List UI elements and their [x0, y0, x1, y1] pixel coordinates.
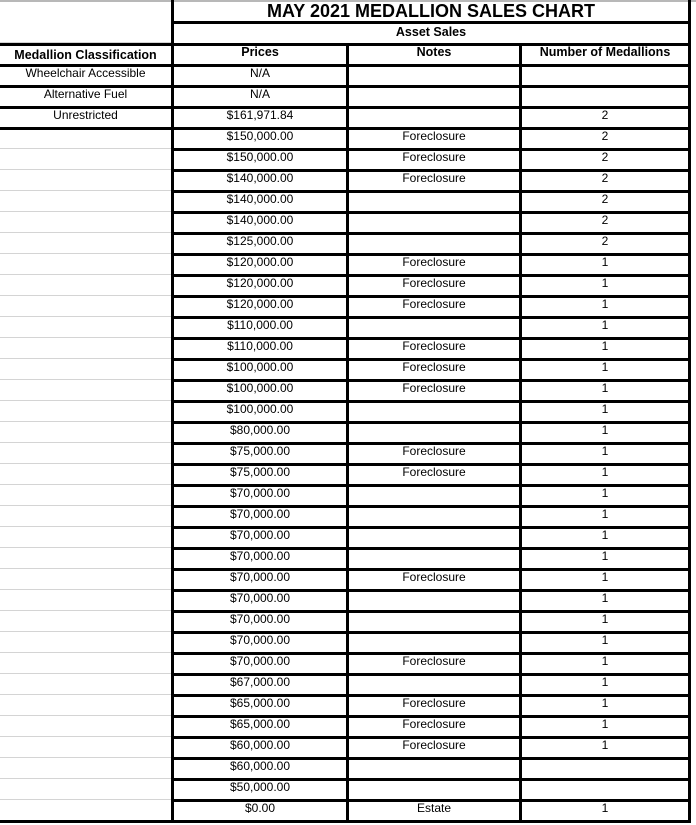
count-cell: 1	[519, 652, 691, 676]
table-row	[0, 589, 696, 610]
subtitle-row	[0, 21, 696, 42]
classification-cell	[0, 463, 171, 485]
classification-cell	[0, 169, 171, 191]
notes-cell: Foreclosure	[346, 358, 519, 382]
price-cell: $110,000.00	[171, 337, 346, 361]
price-cell: $100,000.00	[171, 358, 346, 382]
notes-cell: Foreclosure	[346, 169, 519, 193]
table-row	[0, 757, 696, 778]
count-cell: 1	[519, 694, 691, 718]
count-cell: 1	[519, 358, 691, 382]
classification-cell	[0, 400, 171, 422]
table-row	[0, 736, 696, 757]
price-cell: $67,000.00	[171, 673, 346, 697]
count-cell: 2	[519, 190, 691, 214]
price-cell: $60,000.00	[171, 736, 346, 760]
price-cell: $100,000.00	[171, 400, 346, 424]
classification-cell	[0, 190, 171, 212]
page-title: MAY 2021 MEDALLION SALES CHART	[171, 0, 691, 24]
count-cell: 1	[519, 799, 691, 823]
classification-cell	[0, 631, 171, 653]
table-row	[0, 295, 696, 316]
classification-cell	[0, 610, 171, 632]
table-row	[0, 64, 696, 85]
table-row	[0, 673, 696, 694]
price-cell: $161,971.84	[171, 106, 346, 130]
price-cell: $65,000.00	[171, 715, 346, 739]
count-cell: 1	[519, 316, 691, 340]
count-cell: 1	[519, 253, 691, 277]
count-cell: 2	[519, 211, 691, 235]
header-row	[0, 43, 696, 64]
classification-cell	[0, 694, 171, 716]
classification-cell	[0, 652, 171, 674]
title-row	[0, 0, 696, 21]
price-cell: $0.00	[171, 799, 346, 823]
classification-cell	[0, 589, 171, 611]
notes-cell: Foreclosure	[346, 379, 519, 403]
count-cell: 1	[519, 610, 691, 634]
count-cell: 1	[519, 400, 691, 424]
notes-cell: Foreclosure	[346, 715, 519, 739]
count-cell: 1	[519, 442, 691, 466]
table-row	[0, 190, 696, 211]
table-row	[0, 211, 696, 232]
price-cell: $60,000.00	[171, 757, 346, 781]
classification-cell	[0, 568, 171, 590]
price-cell: $50,000.00	[171, 778, 346, 802]
price-cell: $150,000.00	[171, 127, 346, 151]
classification-cell	[0, 715, 171, 737]
table-row	[0, 442, 696, 463]
price-cell: $70,000.00	[171, 589, 346, 613]
table-row	[0, 358, 696, 379]
classification-cell	[0, 337, 171, 359]
table-row	[0, 232, 696, 253]
table-row	[0, 484, 696, 505]
table-row	[0, 85, 696, 106]
table-row	[0, 715, 696, 736]
classification-cell	[0, 127, 171, 149]
classification-cell	[0, 799, 171, 823]
header-notes: Notes	[346, 43, 519, 67]
price-cell: $70,000.00	[171, 547, 346, 571]
price-cell: $75,000.00	[171, 463, 346, 487]
header-prices: Prices	[171, 43, 346, 67]
classification-cell: Unrestricted	[0, 106, 171, 130]
count-cell: 1	[519, 337, 691, 361]
price-cell: N/A	[171, 64, 346, 88]
price-cell: $125,000.00	[171, 232, 346, 256]
count-cell: 1	[519, 484, 691, 508]
classification-cell	[0, 526, 171, 548]
classification-cell: Wheelchair Accessible	[0, 64, 171, 88]
table-row	[0, 379, 696, 400]
classification-cell	[0, 232, 171, 254]
count-cell: 2	[519, 148, 691, 172]
count-cell: 1	[519, 379, 691, 403]
classification-cell	[0, 736, 171, 758]
count-cell: 1	[519, 505, 691, 529]
classification-cell	[0, 421, 171, 443]
classification-cell	[0, 358, 171, 380]
notes-cell: Foreclosure	[346, 463, 519, 487]
notes-cell: Foreclosure	[346, 295, 519, 319]
price-cell: $100,000.00	[171, 379, 346, 403]
table-row	[0, 337, 696, 358]
table-row	[0, 547, 696, 568]
count-cell: 2	[519, 106, 691, 130]
price-cell: $70,000.00	[171, 526, 346, 550]
count-cell: 1	[519, 421, 691, 445]
classification-cell	[0, 148, 171, 170]
table-row	[0, 526, 696, 547]
header-number-of-medallions: Number of Medallions	[519, 43, 691, 67]
classification-cell	[0, 484, 171, 506]
count-cell: 1	[519, 295, 691, 319]
table-row	[0, 274, 696, 295]
price-cell: $75,000.00	[171, 442, 346, 466]
table-row	[0, 169, 696, 190]
table-row	[0, 610, 696, 631]
table-row	[0, 421, 696, 442]
classification-cell	[0, 442, 171, 464]
header-classification: Medallion Classification	[0, 43, 171, 67]
classification-cell	[0, 778, 171, 800]
table-row	[0, 778, 696, 799]
notes-cell: Foreclosure	[346, 337, 519, 361]
count-cell: 1	[519, 673, 691, 697]
price-cell: $70,000.00	[171, 610, 346, 634]
notes-cell: Foreclosure	[346, 694, 519, 718]
classification-cell: Alternative Fuel	[0, 85, 171, 109]
table-row	[0, 148, 696, 169]
classification-cell	[0, 316, 171, 338]
count-cell: 2	[519, 127, 691, 151]
notes-cell: Foreclosure	[346, 253, 519, 277]
count-cell: 2	[519, 169, 691, 193]
notes-cell: Foreclosure	[346, 736, 519, 760]
count-cell: 1	[519, 463, 691, 487]
count-cell: 1	[519, 736, 691, 760]
notes-cell: Foreclosure	[346, 127, 519, 151]
count-cell: 1	[519, 589, 691, 613]
notes-cell: Foreclosure	[346, 274, 519, 298]
count-cell: 1	[519, 526, 691, 550]
asset-sales-heading: Asset Sales	[171, 22, 691, 46]
notes-cell: Foreclosure	[346, 652, 519, 676]
table-row	[0, 694, 696, 715]
price-cell: $70,000.00	[171, 631, 346, 655]
price-cell: $140,000.00	[171, 190, 346, 214]
table-row	[0, 631, 696, 652]
price-cell: $140,000.00	[171, 169, 346, 193]
notes-cell: Estate	[346, 799, 519, 823]
price-cell: $65,000.00	[171, 694, 346, 718]
notes-cell: Foreclosure	[346, 442, 519, 466]
count-cell: 1	[519, 547, 691, 571]
price-cell: $110,000.00	[171, 316, 346, 340]
table-row	[0, 463, 696, 484]
price-cell: $70,000.00	[171, 484, 346, 508]
price-cell: $120,000.00	[171, 295, 346, 319]
table-row	[0, 106, 696, 127]
price-cell: $120,000.00	[171, 253, 346, 277]
price-cell: N/A	[171, 85, 346, 109]
count-cell: 1	[519, 631, 691, 655]
classification-cell	[0, 253, 171, 275]
classification-cell	[0, 505, 171, 527]
price-cell: $70,000.00	[171, 568, 346, 592]
classification-cell	[0, 274, 171, 296]
count-cell: 1	[519, 568, 691, 592]
price-cell: $140,000.00	[171, 211, 346, 235]
table-row	[0, 568, 696, 589]
count-cell: 1	[519, 715, 691, 739]
table-row	[0, 799, 696, 820]
classification-cell	[0, 673, 171, 695]
price-cell: $120,000.00	[171, 274, 346, 298]
count-cell: 2	[519, 232, 691, 256]
count-cell: 1	[519, 274, 691, 298]
notes-cell: Foreclosure	[346, 568, 519, 592]
classification-cell	[0, 379, 171, 401]
table-row	[0, 316, 696, 337]
price-cell: $70,000.00	[171, 652, 346, 676]
table-row	[0, 400, 696, 421]
price-cell: $70,000.00	[171, 505, 346, 529]
price-cell: $150,000.00	[171, 148, 346, 172]
classification-cell	[0, 757, 171, 779]
price-cell: $80,000.00	[171, 421, 346, 445]
table-row	[0, 253, 696, 274]
classification-cell	[0, 211, 171, 233]
table-row	[0, 505, 696, 526]
classification-cell	[0, 295, 171, 317]
table-row	[0, 652, 696, 673]
table-row	[0, 127, 696, 148]
notes-cell: Foreclosure	[346, 148, 519, 172]
classification-cell	[0, 547, 171, 569]
